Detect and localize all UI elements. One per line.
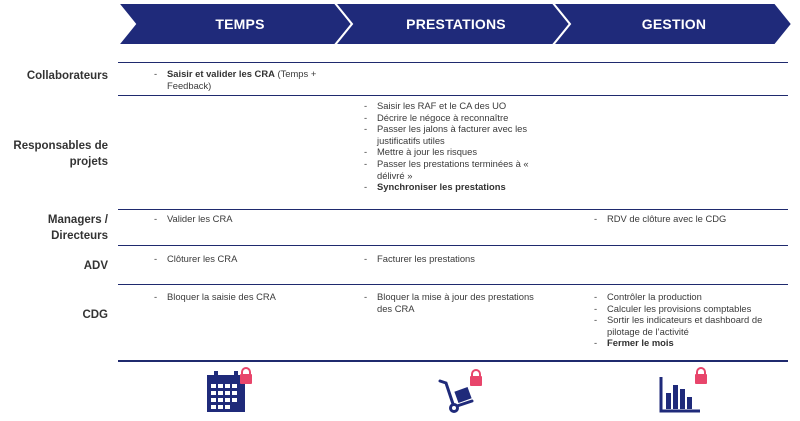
- column-title-temps: TEMPS: [215, 16, 265, 32]
- cell-collaborateurs-temps: [150, 68, 330, 91]
- task-item: - Décrire le négoce à reconnaître: [360, 112, 550, 124]
- task-item: - Passer les prestations terminées à « délivré »: [360, 158, 550, 181]
- row-separator: [118, 284, 788, 285]
- task-item: - Facturer les prestations: [360, 253, 550, 265]
- task-item: - Mettre à jour les risques: [360, 146, 550, 158]
- row-separator: [118, 95, 788, 96]
- row-separator: [118, 245, 788, 246]
- task-item: - Valider les CRA: [150, 213, 330, 225]
- row-label-responsables-projets: Responsables de projets: [13, 140, 108, 168]
- task-item: - Passer les jalons à facturer avec les justificatifs utiles: [360, 123, 550, 146]
- task-item: - Sortir les indicateurs et dashboard de pilotage de l’activité: [590, 314, 790, 337]
- column-title-prestations: PRESTATIONS: [406, 16, 506, 32]
- task-item: - Contrôler la production: [590, 291, 790, 303]
- cell-cdg-temps: [150, 291, 330, 303]
- task-item: - Saisir les RAF et le CA des UO: [360, 100, 550, 112]
- row-label-adv: ADV: [83, 260, 108, 272]
- cell-managers-temps: [150, 213, 330, 225]
- cell-responsables-prestations: [360, 100, 550, 193]
- row-label-managers-directeurs: Managers / Directeurs: [47, 214, 108, 242]
- row-separator: [118, 209, 788, 210]
- task-item: - RDV de clôture avec le CDG: [590, 213, 780, 225]
- task-item: - Clôturer les CRA: [150, 253, 330, 265]
- calendar-lock-icon: [205, 367, 255, 420]
- task-item: - Fermer le mois: [590, 337, 790, 349]
- row-label-cdg: CDG: [82, 309, 108, 321]
- task-item: - Bloquer la saisie des CRA: [150, 291, 330, 303]
- cell-cdg-gestion: [590, 291, 790, 349]
- task-item: - Calculer les provisions comptables: [590, 303, 790, 315]
- table-bottom-border: [118, 360, 788, 362]
- row-separator: [118, 62, 788, 63]
- row-label-collaborateurs: Collaborateurs: [26, 70, 108, 82]
- process-header: [0, 3, 800, 45]
- task-item: - Synchroniser les prestations: [360, 181, 550, 193]
- cell-cdg-prestations: [360, 291, 550, 314]
- column-title-gestion: GESTION: [641, 16, 707, 32]
- cell-managers-gestion: [590, 213, 780, 225]
- cell-adv-temps: [150, 253, 330, 265]
- bar-chart-lock-icon: [658, 367, 708, 420]
- cell-adv-prestations: [360, 253, 550, 265]
- task-item: - Bloquer la mise à jour des prestations des CRA: [360, 291, 550, 314]
- task-item: - Saisir et valider les CRA (Temps + Feedback): [150, 68, 330, 91]
- hand-truck-lock-icon: [436, 367, 486, 420]
